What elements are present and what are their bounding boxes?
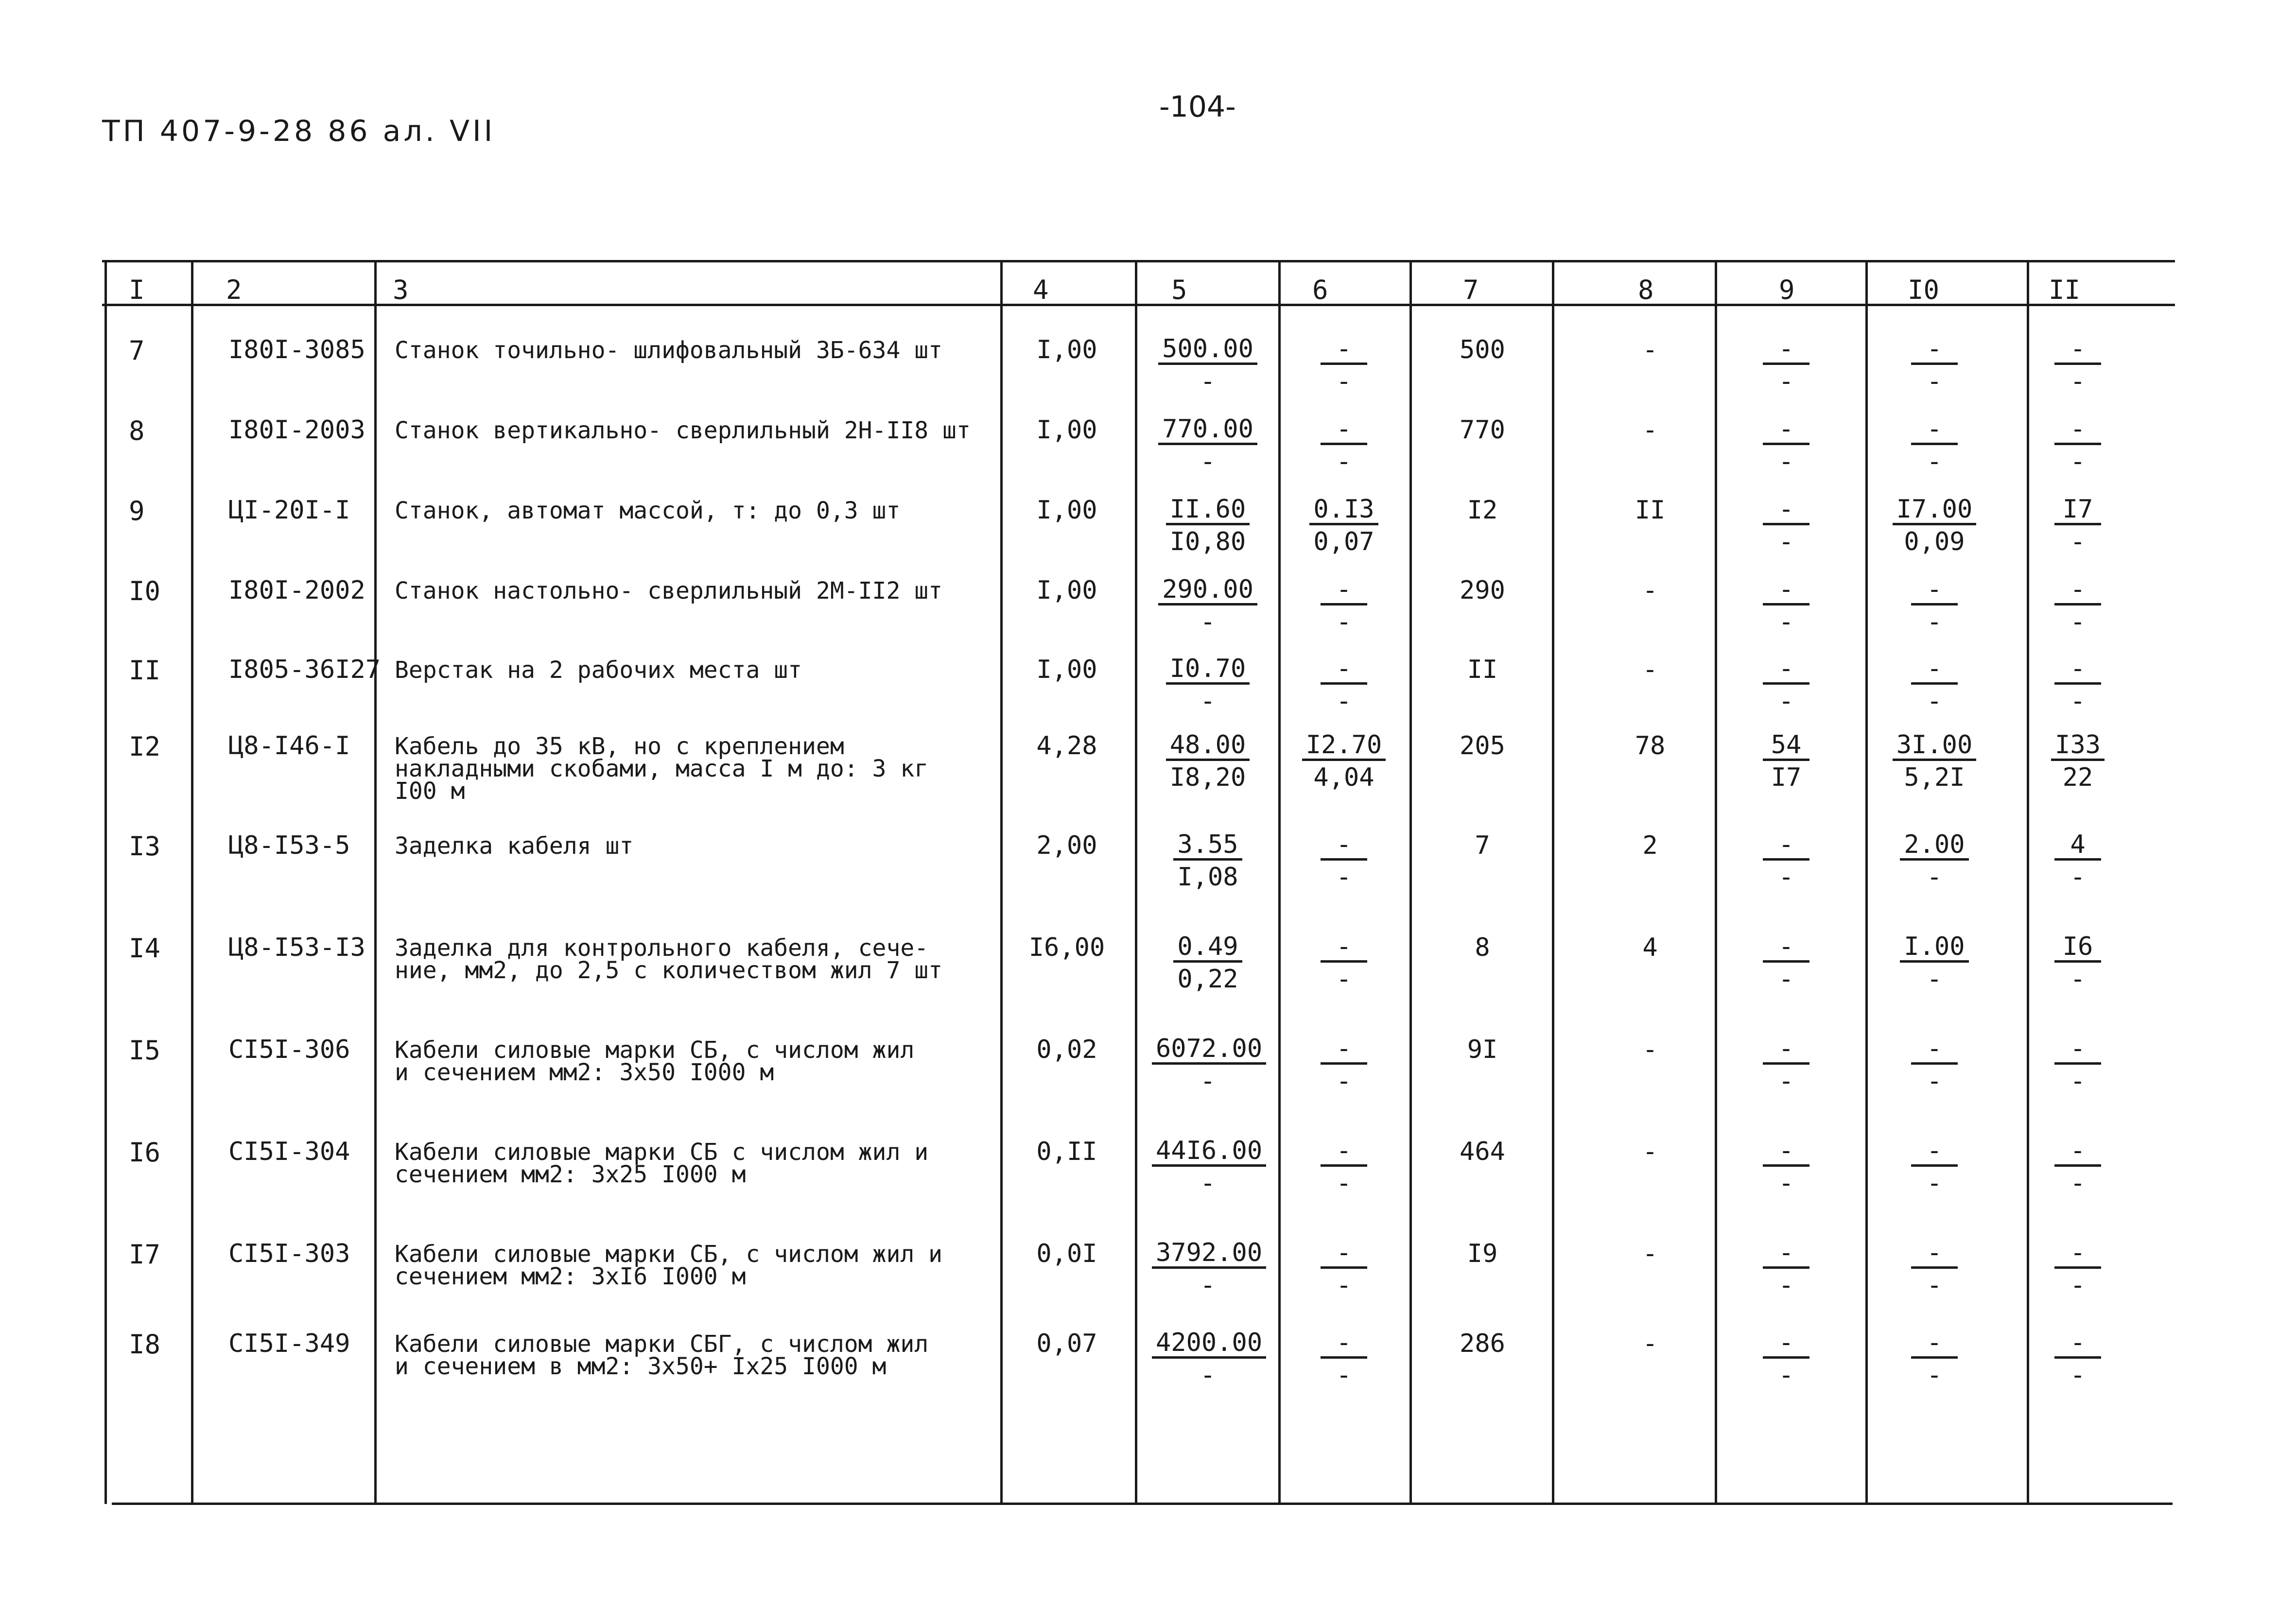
col6-value-bottom: -	[1336, 863, 1352, 892]
col-divider	[1135, 260, 1137, 1504]
col6-value	[1288, 1329, 1400, 1389]
row-code: I80I-2002	[228, 576, 365, 605]
col11-value-bottom: -	[2070, 367, 2086, 396]
col8-value: -	[1642, 335, 1658, 364]
col9-value-top: -	[1763, 496, 1809, 525]
col10-value-top: -	[1911, 1035, 1958, 1065]
col5-value-bottom: -	[1200, 367, 1216, 396]
col7-value: II	[1467, 655, 1498, 684]
col10-value-bottom: -	[1927, 965, 1942, 994]
col8-value: 78	[1635, 731, 1666, 760]
col5-value-top: 290.00	[1158, 576, 1257, 605]
col7-value: 770	[1460, 415, 1505, 445]
col-divider	[104, 260, 107, 1504]
col11-value-top: -	[2054, 655, 2101, 685]
col-divider	[1865, 260, 1868, 1504]
col11-value	[2022, 655, 2134, 715]
col9-value	[1730, 1137, 1842, 1197]
col5-value-top: 0.49	[1173, 933, 1242, 963]
col4-value: I6,00	[1028, 933, 1105, 962]
col8-value: -	[1642, 1035, 1658, 1064]
col6-value	[1288, 1137, 1400, 1197]
row-number: I4	[129, 933, 161, 964]
page-number: -104-	[1159, 90, 1236, 124]
col10-value-bottom: -	[1927, 687, 1942, 716]
row-code: CI5I-306	[228, 1035, 350, 1064]
col6-value-top: -	[1321, 831, 1367, 861]
col4-value: I,00	[1036, 415, 1097, 445]
col5-value-bottom: I,08	[1177, 863, 1238, 892]
row-code: Ц8-I53-I3	[228, 933, 365, 962]
col5-value	[1152, 655, 1264, 715]
column-header: 9	[1779, 275, 1795, 305]
col10-value-bottom: -	[1927, 1361, 1942, 1390]
col4-value: 0,07	[1036, 1329, 1097, 1358]
col11-value-bottom: -	[2070, 1361, 2086, 1390]
col-divider	[191, 260, 193, 1504]
row-code: I80I-3085	[228, 335, 365, 364]
row-number: 7	[129, 335, 145, 366]
row-code: ЦI-20I-I	[228, 496, 350, 525]
col11-value-top: -	[2054, 1239, 2101, 1269]
col10-value-top: -	[1911, 335, 1958, 365]
col4-value: I,00	[1036, 576, 1097, 605]
col9-value-top: 54	[1763, 731, 1809, 761]
row-number: I0	[129, 576, 161, 606]
table-bottom-border	[112, 1503, 2173, 1505]
col10-value	[1879, 933, 1990, 993]
col6-value-bottom: 0,07	[1313, 527, 1374, 556]
col7-value: 500	[1460, 335, 1505, 364]
row-description: Станок, автомат массой, т: до 0,3 шт	[395, 497, 901, 524]
col6-value-bottom: -	[1336, 1271, 1352, 1300]
col9-value	[1730, 731, 1842, 791]
col9-value-top: -	[1763, 415, 1809, 445]
col8-value: II	[1635, 496, 1666, 525]
col11-value-bottom: -	[2070, 447, 2086, 476]
col9-value-bottom: -	[1778, 1361, 1794, 1390]
row-number: II	[129, 655, 161, 686]
col6-value	[1288, 933, 1400, 993]
col5-value	[1152, 1137, 1264, 1197]
column-header: 7	[1463, 275, 1479, 305]
col-divider	[1715, 260, 1717, 1504]
col11-value-top: 4	[2054, 831, 2101, 861]
col6-value	[1288, 335, 1400, 395]
column-header: 3	[393, 275, 409, 305]
col9-value-top: -	[1763, 1137, 1809, 1167]
header-bottom-border	[102, 304, 2175, 306]
col11-value	[2022, 933, 2134, 993]
col5-value-top: 500.00	[1158, 335, 1257, 365]
row-number: I5	[129, 1035, 161, 1066]
row-description: Заделка кабеля шт	[395, 832, 634, 860]
col11-value	[2022, 496, 2134, 555]
row-description: Кабели силовые марки СБ, с числом жил и сечением мм2: 3хI6 I000 м	[395, 1241, 943, 1290]
col11-value	[2022, 1137, 2134, 1197]
col11-value	[2022, 831, 2134, 891]
col6-value-top: -	[1321, 1239, 1367, 1269]
col6-value	[1288, 496, 1400, 555]
row-number: I7	[129, 1239, 161, 1270]
col11-value	[2022, 576, 2134, 636]
col6-value-bottom: -	[1336, 447, 1352, 476]
col10-value	[1879, 831, 1990, 891]
col6-value	[1288, 731, 1400, 791]
col5-value-top: 48.00	[1166, 731, 1250, 761]
table-top-border	[102, 260, 2175, 262]
col6-value-top: -	[1321, 1137, 1367, 1167]
col10-value	[1879, 1329, 1990, 1389]
row-description: Кабели силовые марки СБ с числом жил и сечением мм2: 3х25 I000 м	[395, 1139, 929, 1188]
col6-value-bottom: -	[1336, 687, 1352, 716]
col10-value	[1879, 655, 1990, 715]
col7-value: 286	[1460, 1329, 1505, 1358]
row-description: Станок точильно- шлифовальный 3Б-634 шт	[395, 337, 943, 364]
col6-value-bottom: -	[1336, 367, 1352, 396]
col11-value-bottom: -	[2070, 607, 2086, 637]
col9-value	[1730, 496, 1842, 555]
col6-value-bottom: -	[1336, 607, 1352, 637]
col11-value-bottom: -	[2070, 1067, 2086, 1096]
col9-value-top: -	[1763, 1329, 1809, 1359]
col7-value: 8	[1475, 933, 1490, 962]
col11-value-bottom: -	[2070, 1271, 2086, 1300]
col9-value-bottom: I7	[1771, 763, 1802, 792]
col9-value-bottom: -	[1778, 527, 1794, 556]
col6-value	[1288, 1239, 1400, 1299]
col6-value-bottom: -	[1336, 965, 1352, 994]
col11-value-top: -	[2054, 1137, 2101, 1167]
row-number: I2	[129, 731, 161, 762]
col6-value	[1288, 831, 1400, 891]
col11-value-top: -	[2054, 1035, 2101, 1065]
col5-value-bottom: -	[1200, 447, 1216, 476]
col5-value	[1152, 415, 1264, 475]
col6-value-top: 0.I3	[1309, 496, 1378, 525]
col11-value-bottom: -	[2070, 965, 2086, 994]
col11-value	[2022, 1035, 2134, 1095]
col9-value-bottom: -	[1778, 1271, 1794, 1300]
col-divider	[1000, 260, 1003, 1504]
col10-value-top: -	[1911, 415, 1958, 445]
row-code: I805-36I27	[228, 655, 381, 684]
col9-value-top: -	[1763, 576, 1809, 605]
col11-value	[2022, 731, 2134, 791]
row-number: 9	[129, 496, 145, 526]
col5-value	[1152, 496, 1264, 555]
col4-value: 4,28	[1036, 731, 1097, 760]
col10-value	[1879, 415, 1990, 475]
col6-value-bottom: -	[1336, 1067, 1352, 1096]
row-description: Заделка для контрольного кабеля, сече- ние, мм2, до 2,5 с количеством жил 7 шт	[395, 934, 943, 984]
col5-value-bottom: I8,20	[1169, 763, 1246, 792]
col5-value-bottom: -	[1200, 687, 1216, 716]
col9-value-top: -	[1763, 335, 1809, 365]
row-description: Кабели силовые марки СБГ, с числом жил и сечением в мм2: 3х50+ Iх25 I000 м	[395, 1331, 929, 1380]
col11-value-top: -	[2054, 335, 2101, 365]
col5-value	[1152, 335, 1264, 395]
col5-value	[1152, 1035, 1264, 1095]
col10-value-top: -	[1911, 655, 1958, 685]
col6-value-bottom: -	[1336, 1169, 1352, 1198]
col5-value-bottom: -	[1200, 1361, 1216, 1390]
col9-value-top: -	[1763, 1035, 1809, 1065]
col5-value-bottom: -	[1200, 1067, 1216, 1096]
row-description: Верстак на 2 рабочих места шт	[395, 657, 802, 684]
column-header: 2	[226, 275, 242, 305]
col-divider	[1278, 260, 1281, 1504]
col7-value: I9	[1467, 1239, 1498, 1268]
col10-value	[1879, 1137, 1990, 1197]
row-description: Станок вертикально- сверлильный 2Н-II8 шт	[395, 417, 971, 444]
col5-value	[1152, 731, 1264, 791]
column-header: 6	[1312, 275, 1328, 305]
col10-value-bottom: 0,09	[1904, 527, 1965, 556]
col9-value	[1730, 933, 1842, 993]
col6-value	[1288, 576, 1400, 636]
col5-value-top: II.60	[1166, 496, 1250, 525]
col5-value-bottom: 0,22	[1177, 965, 1238, 994]
col10-value	[1879, 731, 1990, 791]
col11-value-bottom: 22	[2062, 763, 2093, 792]
col9-value	[1730, 415, 1842, 475]
col11-value	[2022, 335, 2134, 395]
col5-value-top: 3.55	[1173, 831, 1242, 861]
column-header: I0	[1908, 275, 1940, 305]
col9-value	[1730, 1239, 1842, 1299]
row-description: Кабель до 35 кВ, но с креплением накладными скобами, масса I м до: 3 кг I00 м	[395, 733, 929, 805]
col11-value-top: -	[2054, 415, 2101, 445]
col6-value-bottom: -	[1336, 1361, 1352, 1390]
col9-value-bottom: -	[1778, 687, 1794, 716]
column-header: 8	[1638, 275, 1654, 305]
col5-value-top: 44I6.00	[1152, 1137, 1266, 1167]
col4-value: I,00	[1036, 335, 1097, 364]
col11-value-top: -	[2054, 1329, 2101, 1359]
col11-value-bottom: -	[2070, 687, 2086, 716]
col8-value: 4	[1642, 933, 1658, 962]
col9-value-top: -	[1763, 831, 1809, 861]
col5-value-bottom: -	[1200, 607, 1216, 637]
row-number: I6	[129, 1137, 161, 1168]
col5-value-top: 4200.00	[1152, 1329, 1266, 1359]
row-number: I3	[129, 831, 161, 862]
col9-value-bottom: -	[1778, 863, 1794, 892]
col9-value-bottom: -	[1778, 367, 1794, 396]
col6-value-top: -	[1321, 415, 1367, 445]
col8-value: -	[1642, 1239, 1658, 1268]
col10-value-top: I7.00	[1893, 496, 1977, 525]
col8-value: -	[1642, 1137, 1658, 1166]
col-divider	[1552, 260, 1554, 1504]
col5-value	[1152, 831, 1264, 891]
col8-value: 2	[1642, 831, 1658, 860]
document-code: ТП 407-9-28 86 ал. VII	[102, 114, 496, 148]
col10-value-bottom: 5,2I	[1904, 763, 1965, 792]
col5-value-top: I0.70	[1166, 655, 1250, 685]
col5-value	[1152, 1329, 1264, 1389]
col11-value	[2022, 1329, 2134, 1389]
col4-value: I,00	[1036, 655, 1097, 684]
col8-value: -	[1642, 415, 1658, 445]
col11-value-bottom: -	[2070, 527, 2086, 556]
row-code: CI5I-303	[228, 1239, 350, 1268]
col10-value	[1879, 1239, 1990, 1299]
col10-value	[1879, 576, 1990, 636]
col9-value	[1730, 335, 1842, 395]
col6-value-top: -	[1321, 1329, 1367, 1359]
column-header: II	[2049, 275, 2081, 305]
row-code: I80I-2003	[228, 415, 365, 445]
col10-value-top: -	[1911, 576, 1958, 605]
col7-value: 9I	[1467, 1035, 1498, 1064]
col7-value: 464	[1460, 1137, 1505, 1166]
row-description: Станок настольно- сверлильный 2М-II2 шт	[395, 577, 943, 605]
col5-value	[1152, 933, 1264, 993]
col10-value-top: -	[1911, 1137, 1958, 1167]
col10-value-bottom: -	[1927, 1271, 1942, 1300]
col5-value	[1152, 1239, 1264, 1299]
col9-value-top: -	[1763, 933, 1809, 963]
col7-value: I2	[1467, 496, 1498, 525]
row-description: Кабели силовые марки СБ, с числом жил и сечением мм2: 3х50 I000 м	[395, 1037, 915, 1086]
col4-value: I,00	[1036, 496, 1097, 525]
col10-value-bottom: -	[1927, 863, 1942, 892]
col6-value	[1288, 415, 1400, 475]
col10-value-top: -	[1911, 1329, 1958, 1359]
column-header: 5	[1171, 275, 1187, 305]
col8-value: -	[1642, 1329, 1658, 1358]
col10-value	[1879, 1035, 1990, 1095]
col9-value	[1730, 831, 1842, 891]
col7-value: 205	[1460, 731, 1505, 760]
col6-value	[1288, 1035, 1400, 1095]
col9-value-bottom: -	[1778, 1067, 1794, 1096]
col5-value-bottom: -	[1200, 1271, 1216, 1300]
col10-value-top: -	[1911, 1239, 1958, 1269]
col6-value-top: -	[1321, 1035, 1367, 1065]
row-code: Ц8-I46-I	[228, 731, 350, 760]
col6-value-top: -	[1321, 576, 1367, 605]
row-code: CI5I-349	[228, 1329, 350, 1358]
col6-value-top: I2.70	[1302, 731, 1386, 761]
col5-value-top: 770.00	[1158, 415, 1257, 445]
col9-value	[1730, 1329, 1842, 1389]
col4-value: 0,02	[1036, 1035, 1097, 1064]
col11-value	[2022, 1239, 2134, 1299]
col10-value-bottom: -	[1927, 447, 1942, 476]
col6-value-top: -	[1321, 335, 1367, 365]
col10-value-top: 2.00	[1900, 831, 1968, 861]
col9-value-bottom: -	[1778, 447, 1794, 476]
col11-value-top: I33	[2051, 731, 2105, 761]
col-divider	[1409, 260, 1412, 1504]
col4-value: 2,00	[1036, 831, 1097, 860]
col11-value-top: I6	[2054, 933, 2101, 963]
col11-value-top: I7	[2054, 496, 2101, 525]
col7-value: 7	[1475, 831, 1490, 860]
col9-value-bottom: -	[1778, 1169, 1794, 1198]
col5-value	[1152, 576, 1264, 636]
col11-value-bottom: -	[2070, 863, 2086, 892]
col4-value: 0,0I	[1036, 1239, 1097, 1268]
col4-value: 0,II	[1036, 1137, 1097, 1166]
col10-value-bottom: -	[1927, 607, 1942, 637]
column-header: I	[129, 275, 145, 305]
col11-value	[2022, 415, 2134, 475]
col6-value-top: -	[1321, 933, 1367, 963]
col7-value: 290	[1460, 576, 1505, 605]
col6-value-top: -	[1321, 655, 1367, 685]
col9-value-bottom: -	[1778, 965, 1794, 994]
col10-value	[1879, 496, 1990, 555]
col5-value-bottom: -	[1200, 1169, 1216, 1198]
col5-value-bottom: I0,80	[1169, 527, 1246, 556]
col8-value: -	[1642, 655, 1658, 684]
col6-value-bottom: 4,04	[1313, 763, 1374, 792]
col9-value-top: -	[1763, 655, 1809, 685]
col11-value-bottom: -	[2070, 1169, 2086, 1198]
row-code: Ц8-I53-5	[228, 831, 350, 860]
col9-value	[1730, 576, 1842, 636]
row-number: 8	[129, 415, 145, 446]
col10-value-top: I.00	[1900, 933, 1968, 963]
col9-value-top: -	[1763, 1239, 1809, 1269]
col11-value-top: -	[2054, 576, 2101, 605]
col5-value-top: 3792.00	[1152, 1239, 1266, 1269]
col10-value-bottom: -	[1927, 1169, 1942, 1198]
col10-value	[1879, 335, 1990, 395]
col-divider	[374, 260, 377, 1504]
col9-value	[1730, 1035, 1842, 1095]
column-header: 4	[1033, 275, 1049, 305]
col8-value: -	[1642, 576, 1658, 605]
col10-value-top: 3I.00	[1893, 731, 1977, 761]
col9-value	[1730, 655, 1842, 715]
col10-value-bottom: -	[1927, 367, 1942, 396]
col9-value-bottom: -	[1778, 607, 1794, 637]
col10-value-bottom: -	[1927, 1067, 1942, 1096]
row-code: CI5I-304	[228, 1137, 350, 1166]
col5-value-top: 6072.00	[1152, 1035, 1266, 1065]
row-number: I8	[129, 1329, 161, 1360]
col6-value	[1288, 655, 1400, 715]
